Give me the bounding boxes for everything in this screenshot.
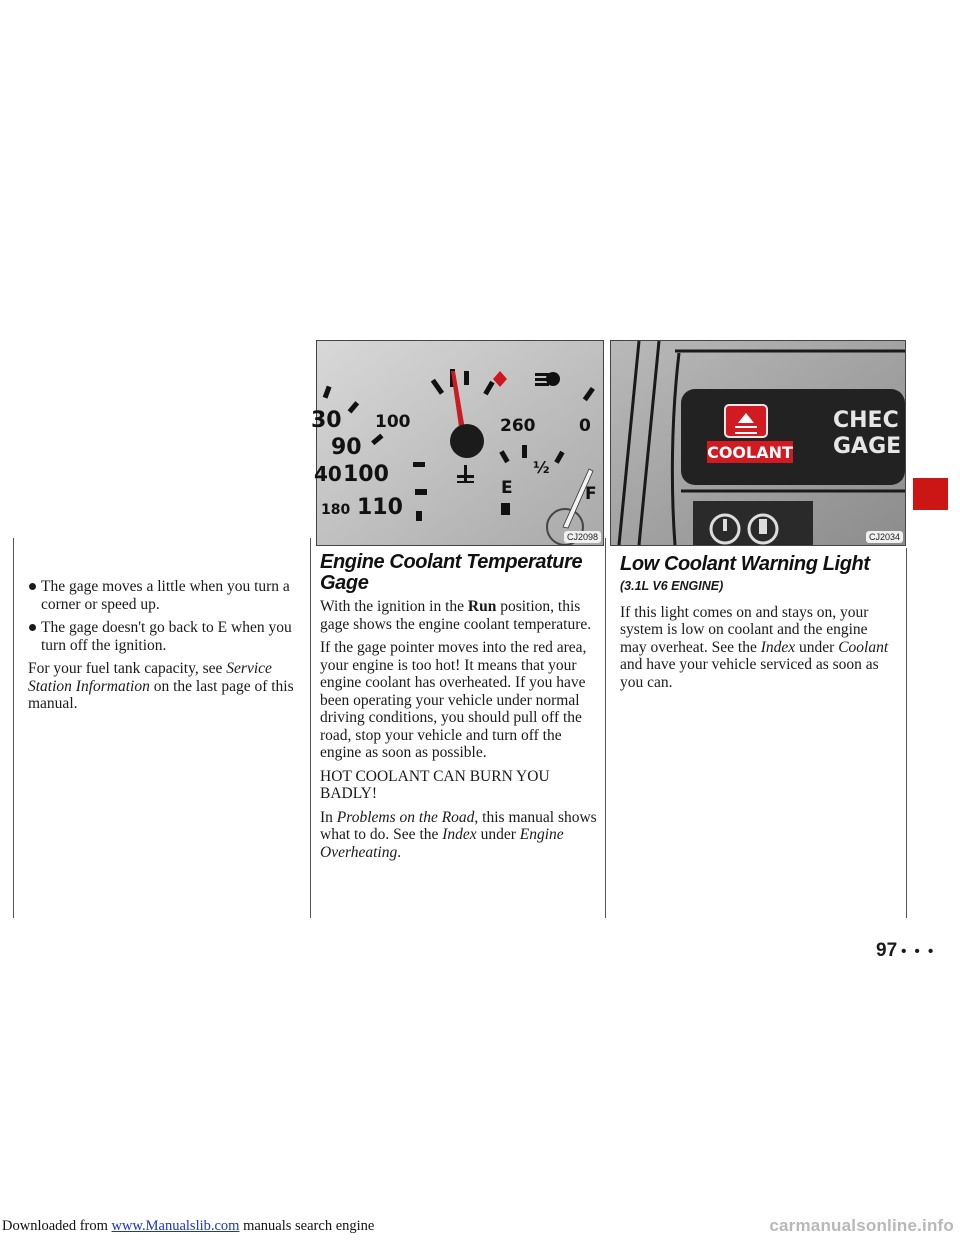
check-gage-line-2: GAGE <box>833 434 902 459</box>
section-tab-marker <box>913 478 948 510</box>
section-heading: Engine Coolant Temperature Gage <box>320 551 583 594</box>
section-heading: Low Coolant Warning Light <box>620 553 870 575</box>
bullet-item: The gage doesn't go back to E when you turn off the ignition. <box>28 619 298 654</box>
coolant-panel-label: COOLANT <box>707 443 793 462</box>
paragraph: With the ignition in the Run position, this gage shows the engine coolant temperature. <box>320 598 592 633</box>
gauge-label-30: 30 <box>311 408 342 433</box>
photo-code-label: CJ2098 <box>564 531 601 543</box>
manualslib-link[interactable]: www.Manualslib.com <box>111 1218 240 1234</box>
gauge-label-90: 90 <box>331 435 362 460</box>
bullet-list <box>28 578 298 654</box>
gauge-label-40: 40 <box>314 462 342 486</box>
gauge-label-110: 110 <box>357 495 403 520</box>
gauge-label-180: 180 <box>321 502 351 518</box>
low-coolant-light-photo <box>610 340 906 546</box>
photo-code-label: CJ2034 <box>866 531 903 543</box>
paragraph: In Problems on the Road, this manual shows what to do. See the Index under Engine Overheating. <box>320 808 597 861</box>
fuel-capacity-paragraph: For your fuel tank capacity, see Service Station Information on the last page of this manual. <box>28 660 294 712</box>
coolant-gage-photo <box>311 340 604 546</box>
bullet-item: The gage moves a little when you turn a corner or speed up. <box>28 578 298 613</box>
gauge-label-260: 260 <box>500 416 536 436</box>
fuel-label-f: F <box>585 484 597 504</box>
page-number: 97 • • • <box>876 940 936 961</box>
column-rule-left <box>13 538 14 918</box>
gauge-label-100-inner: 100 <box>343 462 389 487</box>
fuel-label-e: E <box>501 478 513 498</box>
gauge-label-100-outer: 100 <box>375 412 411 432</box>
gauge-label-0: 0 <box>579 416 591 436</box>
column-rule-far-right <box>906 548 907 918</box>
fuel-label-half: ½ <box>533 458 550 477</box>
check-gage-line-1: CHEC <box>833 408 899 433</box>
middle-column <box>320 552 600 867</box>
page-dots: • • • <box>901 943 936 960</box>
watermark: carmanualsonline.info <box>769 1216 954 1235</box>
warning-paragraph: HOT COOLANT CAN BURN YOU BADLY! <box>320 767 550 802</box>
paragraph: If this light comes on and stays on, your system is low on coolant and the engine may overheat. See the Index under Coolant and have your vehicle serviced as soon as you can. <box>620 603 889 691</box>
engine-subheading: (3.1L V6 ENGINE) <box>620 579 724 593</box>
column-rule-middle <box>310 538 311 918</box>
right-column <box>620 554 898 697</box>
paragraph: If the gage pointer moves into the red area, your engine is too hot! It means that your engine coolant has overheated. If you have been operating your vehicle under normal driving conditions, you should pull off the road, stop your vehicle and turn off the engine as soon as possible. <box>320 639 587 761</box>
left-column <box>28 578 298 719</box>
column-rule-right <box>605 538 606 918</box>
download-banner: Downloaded from www.Manualslib.com manuals search engine <box>2 1218 375 1234</box>
